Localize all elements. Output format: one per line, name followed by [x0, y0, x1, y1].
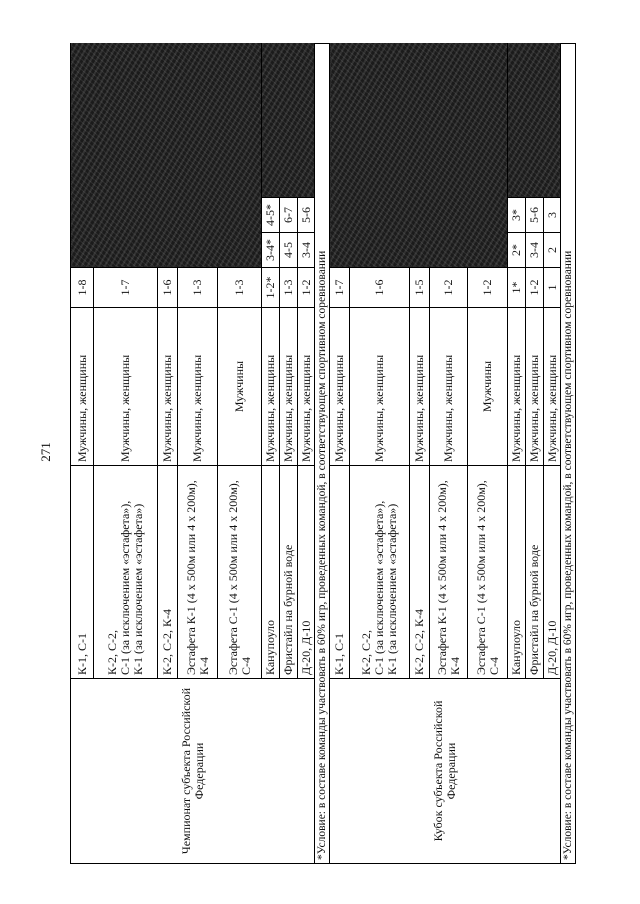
value-cell: 1-8: [71, 268, 94, 308]
competition-championship: Чемпионат субъекта Российской Федерации: [71, 679, 315, 864]
qualification-table: [70, 43, 576, 864]
discipline-line: К-1 (за исключением «эстафета»): [131, 503, 145, 675]
discipline-line: Эстафета К-1 (4 х 500м или 4 х 200м),: [183, 480, 198, 675]
competition-cup: Кубок субъекта Российской Федерации: [330, 679, 561, 864]
discipline-line: С-4: [486, 657, 501, 675]
discipline-cell: К-2, С-2, К-4: [158, 466, 178, 679]
value-cell: 3: [544, 198, 561, 233]
gender-cell: Мужчины, женщины: [94, 308, 158, 466]
value-cell: 2: [544, 233, 561, 268]
footnote-condition: *Условие: в составе команды участвовать в 60% игр, проведенных командой, в соответствующем спортивном соревновании: [561, 43, 576, 863]
table-row: [71, 43, 94, 863]
table-row: [330, 43, 350, 863]
gender-cell: Мужчины, женщины: [410, 308, 430, 466]
value-cell: 3-4: [298, 233, 315, 268]
discipline-cell: К-1, С-1: [71, 466, 94, 679]
value-cell: 1-5: [410, 268, 430, 308]
footnote-condition: *Условие: в составе команды участвовать в 60% игр, проведенных командой, в соответствующем спортивном соревновании: [315, 43, 330, 863]
gender-cell: Мужчины, женщины: [178, 308, 218, 466]
value-cell: 1-2: [468, 268, 508, 308]
value-cell: 1-6: [158, 268, 178, 308]
value-cell: 5-6: [298, 198, 315, 233]
discipline-cell: [94, 466, 158, 679]
discipline-cell: [218, 466, 262, 679]
discipline-cell: К-2, С-2, К-4: [410, 466, 430, 679]
gender-cell: Мужчины, женщины: [350, 308, 410, 466]
value-cell: 1-6: [350, 268, 410, 308]
gender-cell: Мужчины, женщины: [158, 308, 178, 466]
discipline-line: С-4: [238, 657, 253, 675]
gender-cell: Мужчины, женщины: [508, 308, 526, 466]
gender-cell: Мужчины: [218, 308, 262, 466]
note-row: [561, 43, 576, 863]
discipline-line: С-1 (за исключением «эстафета»),: [118, 500, 132, 675]
discipline-line: С-1 (за исключением «эстафета»),: [372, 500, 386, 675]
value-cell: 2*: [508, 233, 526, 268]
discipline-cell: Фристайл на бурной воде: [526, 466, 544, 679]
value-cell: 1-7: [330, 268, 350, 308]
value-cell: 3*: [508, 198, 526, 233]
gender-cell: Мужчины: [468, 308, 508, 466]
discipline-line: К-4: [196, 657, 211, 675]
value-cell: 6-7: [280, 198, 298, 233]
value-cell: 1-7: [94, 268, 158, 308]
discipline-line: К-1 (за исключением «эстафета»): [385, 503, 399, 675]
value-cell: 1-3: [178, 268, 218, 308]
discipline-line: К-2, С-2,: [105, 630, 119, 675]
value-cell: 3-4*: [262, 233, 280, 268]
value-cell: 1*: [508, 268, 526, 308]
value-cell: 1: [544, 268, 561, 308]
discipline-cell: Фристайл на бурной воде: [280, 466, 298, 679]
gender-cell: Мужчины, женщины: [262, 308, 280, 466]
dark-shaded-region: [330, 43, 508, 267]
gender-cell: Мужчины, женщины: [430, 308, 468, 466]
discipline-cell: [178, 466, 218, 679]
discipline-cell: Канупоуло: [262, 466, 280, 679]
discipline-cell: Канупоуло: [508, 466, 526, 679]
value-cell: 1-2: [526, 268, 544, 308]
discipline-cell: [468, 466, 508, 679]
gender-cell: Мужчины, женщины: [298, 308, 315, 466]
page-number: 271: [38, 442, 53, 462]
discipline-line: К-2, С-2,: [359, 630, 373, 675]
gender-cell: Мужчины, женщины: [526, 308, 544, 466]
gender-cell: Мужчины, женщины: [330, 308, 350, 466]
value-cell: 1-2: [298, 268, 315, 308]
discipline-line: К-4: [447, 657, 462, 675]
value-cell: 1-2*: [262, 268, 280, 308]
discipline-cell: [430, 466, 468, 679]
dark-shaded-region: [508, 43, 561, 197]
value-cell: 1-3: [280, 268, 298, 308]
rotated-table-sheet: [70, 44, 574, 864]
value-cell: 4-5: [280, 233, 298, 268]
discipline-cell: [350, 466, 410, 679]
value-cell: 4-5*: [262, 198, 280, 233]
value-cell: 3-4: [526, 233, 544, 268]
discipline-line: Эстафета С-1 (4 х 500м или 4 х 200м),: [225, 480, 240, 675]
discipline-line: Эстафета С-1 (4 х 500м или 4 х 200м),: [473, 480, 488, 675]
dark-shaded-region: [262, 43, 315, 197]
discipline-line: Эстафета К-1 (4 х 500м или 4 х 200м),: [434, 480, 449, 675]
dark-shaded-region: [71, 43, 262, 267]
value-cell: 1-2: [430, 268, 468, 308]
discipline-cell: Д-20, Д-10: [544, 466, 561, 679]
gender-cell: Мужчины, женщины: [544, 308, 561, 466]
value-cell: 1-3: [218, 268, 262, 308]
table-rotation-frame: [70, 44, 574, 864]
discipline-cell: К-1, С-1: [330, 466, 350, 679]
discipline-cell: Д-20, Д-10: [298, 466, 315, 679]
note-row: [315, 43, 330, 863]
value-cell: 5-6: [526, 198, 544, 233]
gender-cell: Мужчины, женщины: [71, 308, 94, 466]
gender-cell: Мужчины, женщины: [280, 308, 298, 466]
